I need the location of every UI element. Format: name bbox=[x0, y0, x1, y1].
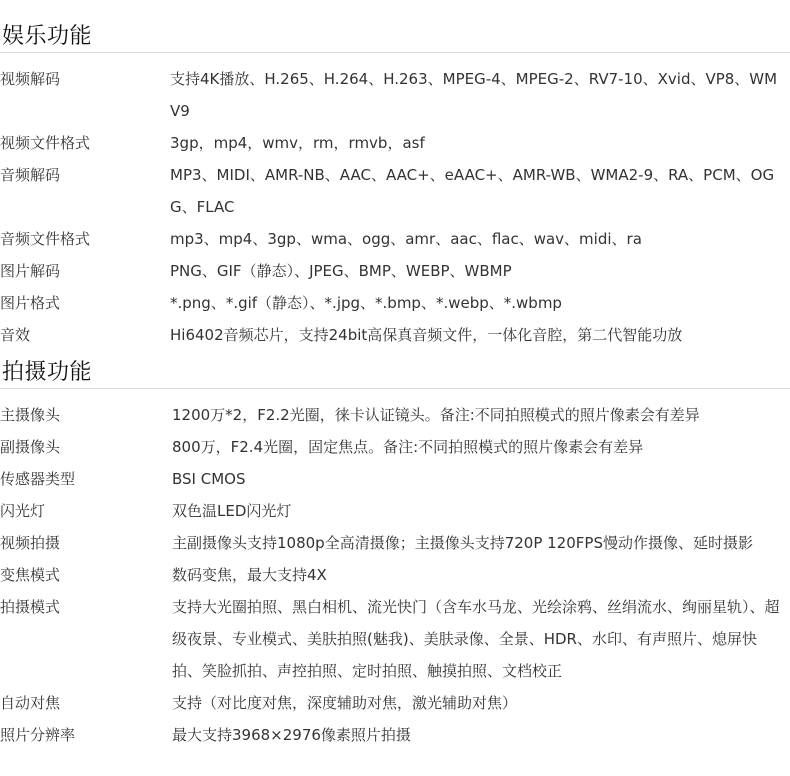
spec-row-flash bbox=[0, 495, 790, 527]
spec-row-front-camera bbox=[0, 431, 790, 463]
entertainment-section-title: 娱乐功能 bbox=[2, 24, 93, 49]
camera-section bbox=[0, 358, 790, 751]
spec-label: 视频解码 bbox=[0, 70, 61, 88]
spec-value: PNG、GIF（静态）、JPEG、BMP、WEBP、WBMP bbox=[170, 262, 512, 280]
spec-value: MP3、MIDI、AMR-NB、AAC、AAC+、eAAC+、AMR-WB、WMA2-9、RA、PCM、OGG、FLAC bbox=[170, 166, 775, 216]
entertainment-section bbox=[0, 22, 790, 351]
camera-section-title: 拍摄功能 bbox=[2, 360, 93, 385]
spec-row-main-camera bbox=[0, 399, 790, 431]
spec-label: 音频文件格式 bbox=[0, 230, 91, 248]
spec-value: 800万，F2.4光圈，固定焦点。备注:不同拍照模式的照片像素会有差异 bbox=[172, 438, 644, 456]
camera-spec-list bbox=[0, 399, 790, 751]
spec-value: 主副摄像头支持1080p全高清摄像；主摄像头支持720P 120FPS慢动作摄像、延时摄影 bbox=[172, 534, 753, 552]
spec-label: 音频解码 bbox=[0, 166, 61, 184]
spec-row-audio-decode bbox=[0, 159, 790, 223]
spec-row-image-format bbox=[0, 287, 790, 319]
entertainment-spec-list bbox=[0, 63, 790, 351]
section-divider bbox=[0, 52, 790, 53]
section-divider bbox=[0, 388, 790, 389]
spec-label: 拍摄模式 bbox=[0, 598, 61, 616]
spec-row-image-decode bbox=[0, 255, 790, 287]
spec-value: 1200万*2，F2.2光圈，徕卡认证镜头。备注:不同拍照模式的照片像素会有差异 bbox=[172, 406, 700, 424]
spec-row-sound-effect bbox=[0, 319, 790, 351]
spec-value: Hi6402音频芯片，支持24bit高保真音频文件，一体化音腔，第二代智能功放 bbox=[170, 326, 683, 344]
spec-value: mp3、mp4、3gp、wma、ogg、amr、aac、flac、wav、midi、ra bbox=[170, 230, 642, 248]
spec-label: 闪光灯 bbox=[0, 502, 46, 520]
spec-value: *.png、*.gif（静态）、*.jpg、*.bmp、*.webp、*.wbmp bbox=[170, 294, 562, 312]
spec-label: 照片分辨率 bbox=[0, 726, 76, 744]
spec-label: 图片格式 bbox=[0, 294, 61, 312]
spec-label: 传感器类型 bbox=[0, 470, 76, 488]
spec-label: 变焦模式 bbox=[0, 566, 61, 584]
spec-row-sensor-type bbox=[0, 463, 790, 495]
spec-label: 图片解码 bbox=[0, 262, 61, 280]
spec-label: 自动对焦 bbox=[0, 694, 61, 712]
spec-row-video-format bbox=[0, 127, 790, 159]
spec-row-zoom-mode bbox=[0, 559, 790, 591]
spec-row-video-recording bbox=[0, 527, 790, 559]
spec-label: 视频文件格式 bbox=[0, 134, 91, 152]
spec-value: BSI CMOS bbox=[172, 470, 246, 488]
spec-value: 双色温LED闪光灯 bbox=[172, 502, 292, 520]
spec-row-video-decode bbox=[0, 63, 790, 127]
spec-value: 支持4K播放、H.265、H.264、H.263、MPEG-4、MPEG-2、RV7-10、Xvid、VP8、WMV9 bbox=[170, 70, 778, 120]
spec-label: 副摄像头 bbox=[0, 438, 61, 456]
spec-row-audio-format bbox=[0, 223, 790, 255]
spec-value: 支持（对比度对焦，深度辅助对焦，激光辅助对焦） bbox=[172, 694, 518, 712]
spec-value: 数码变焦，最大支持4X bbox=[172, 566, 327, 584]
spec-label: 视频拍摄 bbox=[0, 534, 61, 552]
spec-value: 3gp，mp4，wmv，rm，rmvb，asf bbox=[170, 134, 425, 152]
spec-value: 最大支持3968×2976像素照片拍摄 bbox=[172, 726, 411, 744]
spec-label: 音效 bbox=[0, 326, 31, 344]
spec-label: 主摄像头 bbox=[0, 406, 61, 424]
spec-row-photo-resolution bbox=[0, 719, 790, 751]
spec-value: 支持大光圈拍照、黑白相机、流光快门（含车水马龙、光绘涂鸦、丝绢流水、绚丽星轨）、超级夜景、专业模式、美肤拍照(魅我)、美肤录像、全景、HDR、水印、有声照片、熄屏快拍、笑脸抓拍、声控拍照、定时拍照、触摸拍照、文档校正 bbox=[172, 598, 780, 680]
spec-row-shooting-modes bbox=[0, 591, 790, 687]
spec-row-autofocus bbox=[0, 687, 790, 719]
